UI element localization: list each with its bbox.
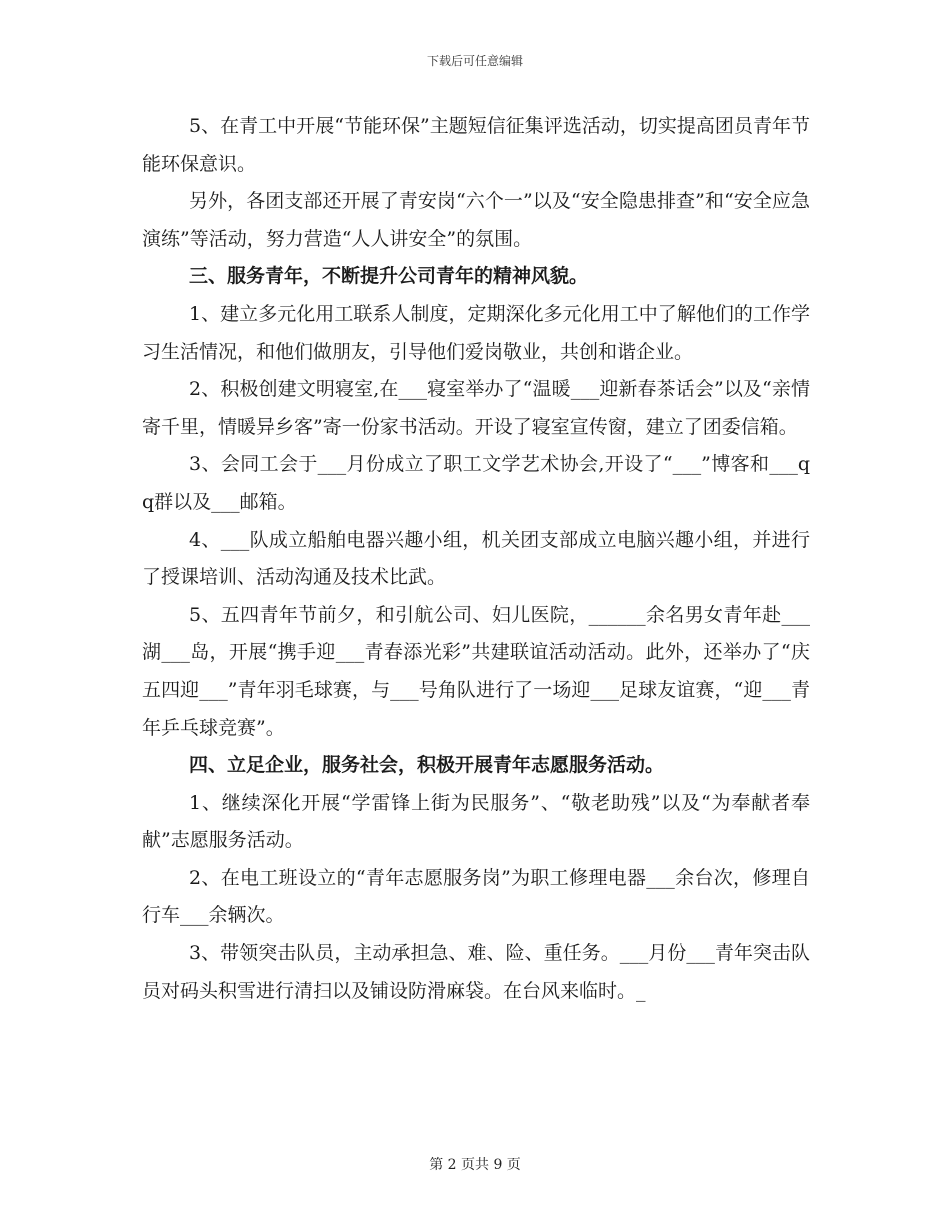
paragraph-8: 5、五四青年节前夕，和引航公司、妇儿医院，______余名男女青年赴___湖___岛，开展“携手迎___青春添光彩”共建联谊活动活动。此外，还举办了“庆五四迎___”青年羽毛球赛，与___号角队进行了一场迎___足球友谊赛，“迎___青年乒乓球竞赛”。 bbox=[142, 603, 810, 739]
paragraph-10: 1、继续深化开展“学雷锋上街为民服务”、“敬老助残”以及“为奉献者奉献”志愿服务活动。 bbox=[142, 791, 810, 852]
paragraph-5: 2、积极创建文明寝室,在___寝室举办了“温暖___迎新春茶话会”以及“亲情寄千里，情暖异乡客”寄一份家书活动。开设了寝室宣传窗，建立了团委信箱。 bbox=[142, 378, 810, 438]
paragraph-7: 4、___队成立船舶电器兴趣小组，机关团支部成立电脑兴趣小组，并进行了授课培训、活动沟通及技术比武。 bbox=[142, 528, 810, 589]
document-body bbox=[142, 108, 810, 1010]
page-footer: 第 2 页共 9 页 bbox=[429, 1157, 521, 1173]
paragraph-2: 另外，各团支部还开展了青安岗“六个一”以及“安全隐患排查”和“安全应急演练”等活动，努力营造“人人讲安全”的氛围。 bbox=[142, 190, 810, 250]
section-heading-3: 三、服务青年，不断提升公司青年的精神风貌。 bbox=[189, 265, 589, 288]
page-header: 下载后可任意编辑 bbox=[426, 54, 523, 68]
paragraph-11: 2、在电工班设立的“青年志愿服务岗”为职工修理电器___余台次，修理自行车___余辆次。 bbox=[142, 866, 810, 927]
paragraph-4: 1、建立多元化用工联系人制度，定期深化多元化用工中了解他们的工作学习生活情况，和他们做朋友，引导他们爱岗敬业，共创和谐企业。 bbox=[142, 302, 810, 363]
paragraph-12: 3、带领突击队员，主动承担急、难、险、重任务。___月份___青年突击队员对码头积雪进行清扫以及铺设防滑麻袋。在台风来临时。_ bbox=[142, 942, 810, 1002]
section-heading-4: 四、立足企业，服务社会，积极开展青年志愿服务活动。 bbox=[189, 754, 665, 777]
paragraph-1: 5、在青工中开展“节能环保”主题短信征集评选活动，切实提高团员青年节能环保意识。 bbox=[142, 115, 810, 175]
paragraph-6: 3、会同工会于___月份成立了职工文学艺术协会,开设了“___”博客和___qq群以及___邮箱。 bbox=[142, 453, 810, 513]
